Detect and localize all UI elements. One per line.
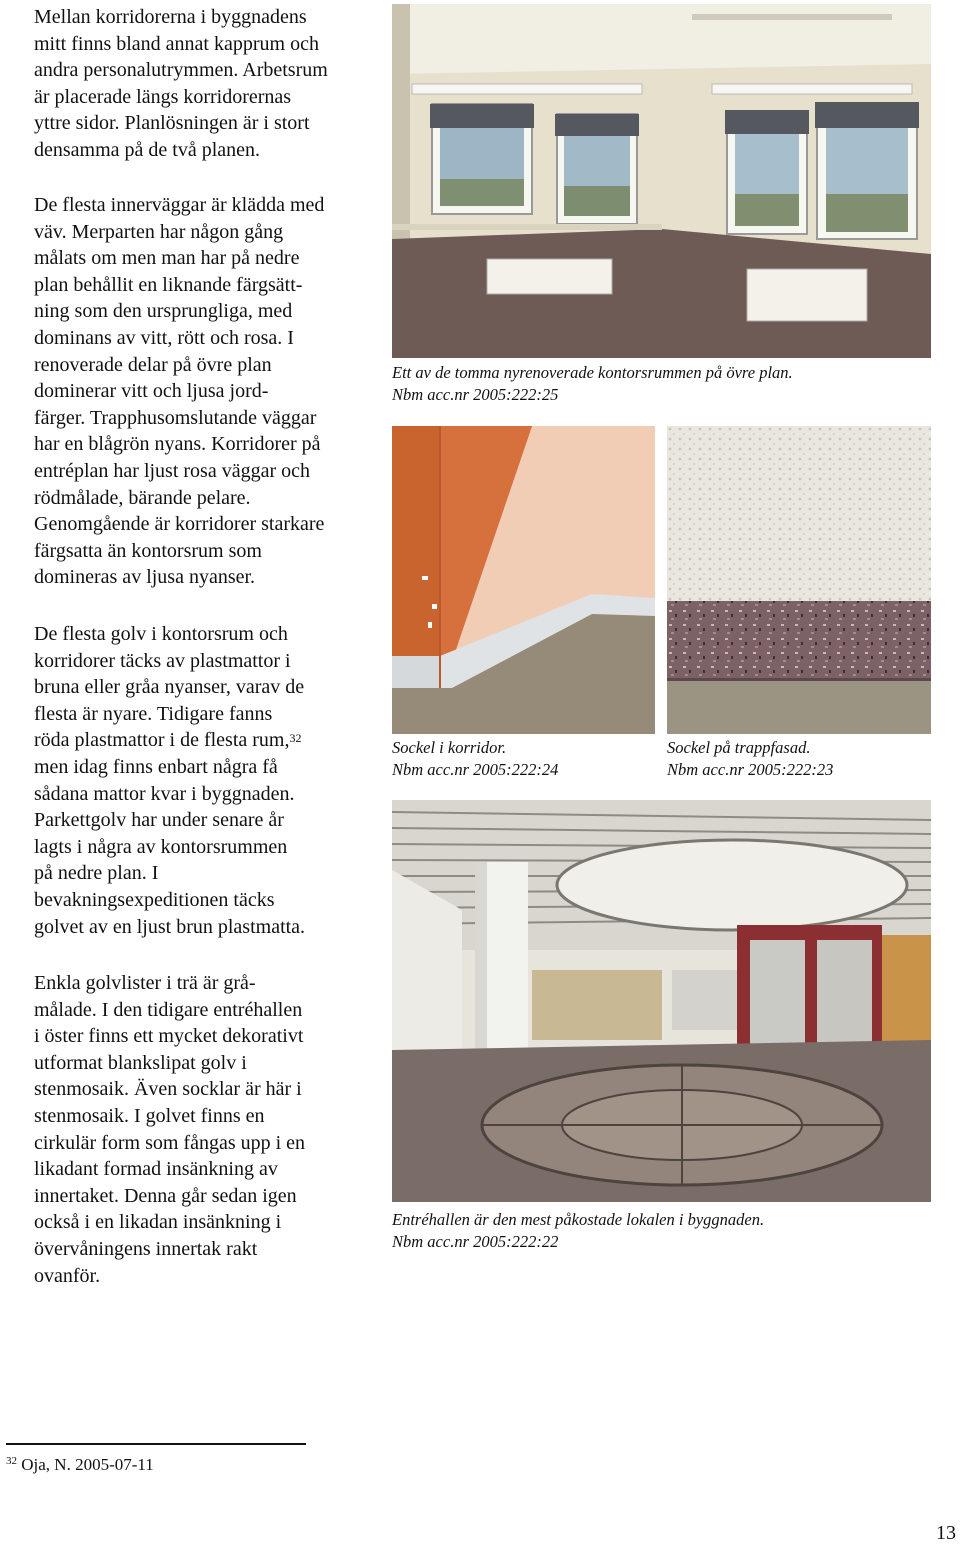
text-line: lagts i några av kontorsrummen bbox=[34, 835, 288, 858]
text-line: mitt finns bland annat kapprum och bbox=[34, 32, 319, 55]
stair-facade-plinth-photo bbox=[667, 426, 931, 734]
footnote-reference[interactable]: 32 bbox=[289, 731, 302, 746]
text-line bbox=[34, 727, 379, 754]
paragraph-4 bbox=[34, 970, 379, 1289]
text-line: på nedre plan. I bbox=[34, 862, 159, 885]
text-line: är placerade längs korridorernas bbox=[34, 85, 292, 108]
text-line: domineras av ljusa nyanser. bbox=[34, 566, 256, 589]
text-line: ovanför. bbox=[34, 1264, 101, 1287]
text-line: sådana mattor kvar i byggnaden. bbox=[34, 782, 295, 805]
entrance-hall-photo bbox=[392, 800, 931, 1202]
caption-accession-number: Nbm acc.nr 2005:222:22 bbox=[392, 1232, 559, 1251]
text-line: Enkla golvlister i trä är grå- bbox=[34, 972, 256, 994]
text-line: bruna eller gråa nyanser, varav de bbox=[34, 676, 305, 699]
footnote bbox=[6, 1455, 154, 1475]
paragraph-2 bbox=[34, 192, 379, 591]
text-line: De flesta golv i kontorsrum och bbox=[34, 623, 288, 645]
footnote-separator bbox=[6, 1443, 306, 1445]
text-line: entréplan har ljust rosa väggar och bbox=[34, 459, 311, 482]
text-line: andra personalutrymmen. Arbetsrum bbox=[34, 59, 328, 82]
figure-caption bbox=[667, 737, 833, 781]
text-line: cirkulär form som fångas upp i en bbox=[34, 1131, 306, 1154]
text-line: väv. Merparten har någon gång bbox=[34, 220, 284, 243]
caption-text: Entréhallen är den mest påkostade lokalen i byggnaden. bbox=[392, 1210, 765, 1229]
office-room-photo bbox=[392, 4, 931, 358]
text-line: färger. Trapphusomslutande väggar bbox=[34, 406, 317, 429]
text-line: dominans av vitt, rött och rosa. I bbox=[34, 326, 294, 349]
text-line: har en blågrön nyans. Korridorer på bbox=[34, 433, 321, 456]
caption-text: Sockel på trappfasad. bbox=[667, 738, 811, 757]
text-line: rödmålade, bärande pelare. bbox=[34, 486, 251, 509]
text-line: Genomgående är korridorer starkare bbox=[34, 513, 325, 536]
text-line: Parkettgolv har under senare år bbox=[34, 809, 284, 832]
text-line: stenmosaik. I golvet finns en bbox=[34, 1104, 265, 1127]
text-line: renoverade delar på övre plan bbox=[34, 353, 272, 376]
text-line: densamma på de två planen. bbox=[34, 138, 261, 161]
caption-text: Ett av de tomma nyrenoverade kontorsrummen på övre plan. bbox=[392, 363, 793, 382]
figure-caption bbox=[392, 362, 793, 406]
text-line: likadant formad insänkning av bbox=[34, 1158, 278, 1181]
footnote-number: 32 bbox=[6, 1455, 17, 1467]
text-line: dominerar vitt och ljusa jord- bbox=[34, 380, 269, 403]
paragraph-1 bbox=[34, 4, 379, 164]
text-line: ning som den ursprungliga, med bbox=[34, 300, 293, 323]
caption-accession-number: Nbm acc.nr 2005:222:24 bbox=[392, 760, 559, 779]
text-line: utformat blankslipat golv i bbox=[34, 1051, 247, 1074]
page-number: 13 bbox=[936, 1522, 956, 1544]
text-line: golvet av en ljust brun plastmatta. bbox=[34, 915, 306, 938]
text-line: men idag finns enbart några få bbox=[34, 755, 278, 778]
text-line: övervåningens innertak rakt bbox=[34, 1237, 258, 1260]
text-line: korridorer täcks av plastmattor i bbox=[34, 649, 291, 672]
footnote-text: Oja, N. 2005-07-11 bbox=[21, 1455, 154, 1474]
text-line: i öster finns ett mycket dekorativt bbox=[34, 1025, 304, 1048]
text-line-content: röda plastmattor i de flesta rum, bbox=[34, 729, 290, 752]
text-line: De flesta innerväggar är klädda med bbox=[34, 194, 325, 216]
text-line: innertaket. Denna går sedan igen bbox=[34, 1184, 297, 1207]
corridor-plinth-photo bbox=[392, 426, 655, 734]
text-line: färgsatta än kontorsrum som bbox=[34, 539, 262, 562]
text-line: yttre sidor. Planlösningen är i stort bbox=[34, 112, 310, 135]
text-line: målats om men man har på nedre bbox=[34, 247, 300, 270]
paragraph-3 bbox=[34, 621, 379, 940]
figure-caption bbox=[392, 737, 558, 781]
text-line: Mellan korridorerna i byggnadens bbox=[34, 6, 307, 28]
caption-text: Sockel i korridor. bbox=[392, 738, 507, 757]
caption-accession-number: Nbm acc.nr 2005:222:23 bbox=[667, 760, 834, 779]
figure-caption bbox=[392, 1209, 764, 1253]
caption-accession-number: Nbm acc.nr 2005:222:25 bbox=[392, 385, 559, 404]
text-line: målade. I den tidigare entréhallen bbox=[34, 998, 303, 1021]
text-line: också i en likadan insänkning i bbox=[34, 1211, 282, 1234]
text-line: flesta är nyare. Tidigare fanns bbox=[34, 702, 273, 725]
text-line: stenmosaik. Även socklar är här i bbox=[34, 1078, 302, 1101]
text-line: bevakningsexpeditionen täcks bbox=[34, 888, 275, 911]
text-line: plan behållit en liknande färgsätt- bbox=[34, 273, 303, 296]
